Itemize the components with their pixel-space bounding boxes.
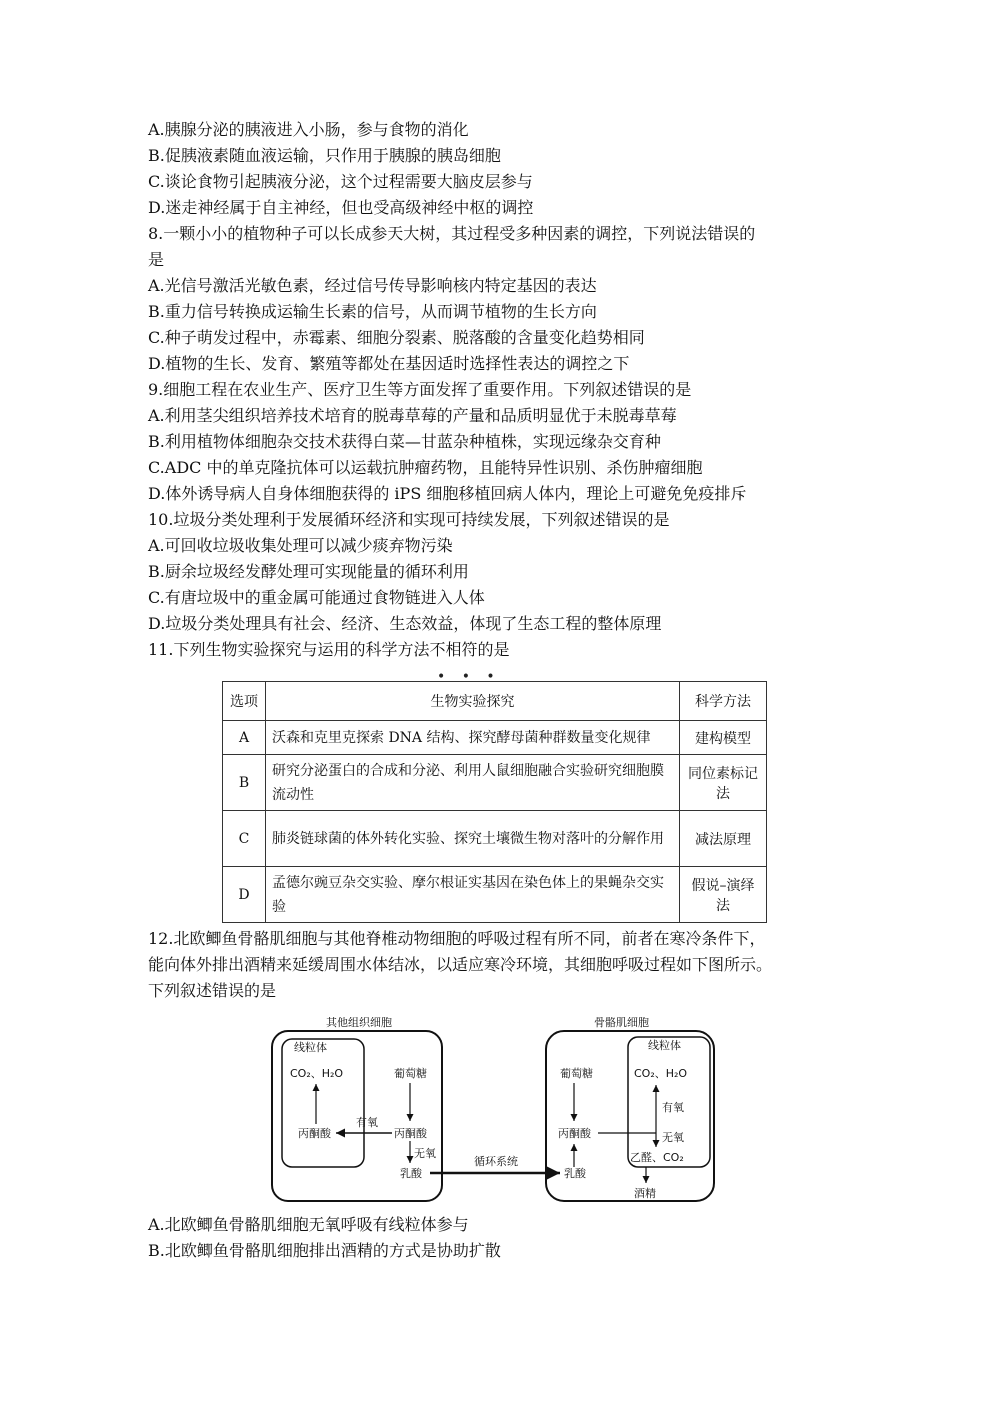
table-header-row — [223, 682, 767, 721]
text-line: C.ADC 中的单克隆抗体可以运载抗肿瘤药物，且能特异性识别、杀伤肿瘤细胞 — [148, 458, 703, 477]
row-option: B — [223, 755, 266, 811]
left-pyruvate: 丙酮酸 — [394, 1127, 427, 1140]
text-line: D.植物的生长、发育、繁殖等都处在基因适时选择性表达的调控之下 — [148, 354, 630, 373]
left-mito-box — [282, 1039, 364, 1167]
right-ethanal: 乙醛、CO₂ — [630, 1151, 684, 1164]
row-experiment: 孟德尔豌豆杂交实验、摩尔根证实基因在染色体上的果蝇杂交实验 — [266, 867, 680, 923]
left-aerobic: 有氧 — [356, 1116, 378, 1129]
right-glucose: 葡萄糖 — [560, 1067, 593, 1080]
text-line: A.可回收垃圾收集处理可以减少痰弃物污染 — [148, 536, 453, 555]
question-12-options — [148, 1212, 848, 1264]
right-co2: CO₂、H₂O — [634, 1067, 688, 1080]
text-line: B.北欧鲫鱼骨骼肌细胞排出酒精的方式是协助扩散 — [148, 1241, 501, 1260]
text-line: D.垃圾分类处理具有社会、经济、生态效益，体现了生态工程的整体原理 — [148, 614, 662, 633]
right-ethanol: 酒精 — [634, 1187, 656, 1200]
text-line: B.利用植物体细胞杂交技术获得白菜—甘蓝杂种植株，实现远缘杂交育种 — [148, 432, 661, 451]
respiration-diagram — [268, 1017, 720, 1207]
left-anaerobic: 无氧 — [414, 1147, 436, 1160]
emphasis-dots: • • • — [437, 669, 501, 685]
text-line: C.种子萌发过程中，赤霉素、细胞分裂素、脱落酸的含量变化趋势相同 — [148, 328, 645, 347]
right-anaerobic: 无氧 — [662, 1131, 684, 1144]
left-title: 其他组织细胞 — [326, 1017, 392, 1029]
header-method: 科学方法 — [680, 682, 767, 721]
text-line: B.促胰液素随血液运输，只作用于胰腺的胰岛细胞 — [148, 146, 501, 165]
question-12-text — [148, 926, 848, 1004]
question-12-stem: 能向体外排出酒精来延缓周围水体结冰，以适应寒冷环境，其细胞呼吸过程如下图所示。 — [148, 955, 773, 974]
table-row — [223, 867, 767, 923]
left-co2: CO₂、H₂O — [290, 1067, 344, 1080]
text-line: A.光信号激活光敏色素，经过信号传导影响核内特定基因的表达 — [148, 276, 597, 295]
text-line: A.利用茎尖组织培养技术培育的脱毒草莓的产量和品质明显优于未脱毒草莓 — [148, 406, 677, 425]
header-option: 选项 — [223, 682, 266, 721]
left-glucose: 葡萄糖 — [394, 1067, 427, 1080]
left-lactate: 乳酸 — [400, 1167, 422, 1180]
row-experiment: 肺炎链球菌的体外转化实验、探究土壤微生物对落叶的分解作用 — [266, 811, 680, 867]
row-method: 减法原理 — [680, 811, 767, 867]
text-line: B.重力信号转换成运输生长素的信号，从而调节植物的生长方向 — [148, 302, 597, 321]
row-experiment: 沃森和克里克探索 DNA 结构、探究酵母菌种群数量变化规律 — [266, 721, 680, 755]
row-method: 假说–演绎法 — [680, 867, 767, 923]
circulation-label: 循环系统 — [474, 1155, 518, 1168]
question-8-stem: 8.一颗小小的植物种子可以长成参天大树，其过程受多种因素的调控，下列说法错误的 — [148, 224, 756, 243]
row-method: 建构模型 — [680, 721, 767, 755]
question-text-top — [148, 117, 848, 663]
row-method: 同位素标记法 — [680, 755, 767, 811]
right-aerobic: 有氧 — [662, 1101, 684, 1114]
right-title: 骨骼肌细胞 — [594, 1017, 649, 1029]
question-11-stem: 11.下列生物实验探究与运用的科学方法不相符的是 — [148, 640, 510, 659]
question-11-table — [222, 681, 767, 923]
right-lactate: 乳酸 — [564, 1167, 586, 1180]
question-10-stem: 10.垃圾分类处理利于发展循环经济和实现可持续发展，下列叙述错误的是 — [148, 510, 670, 529]
text-line: A.北欧鲫鱼骨骼肌细胞无氧呼吸有线粒体参与 — [148, 1215, 469, 1234]
question-9-stem: 9.细胞工程在农业生产、医疗卫生等方面发挥了重要作用。下列叙述错误的是 — [148, 380, 692, 399]
text-line: C.谈论食物引起胰液分泌，这个过程需要大脑皮层参与 — [148, 172, 533, 191]
text-line: B.厨余垃圾经发酵处理可实现能量的循环利用 — [148, 562, 469, 581]
row-experiment: 研究分泌蛋白的合成和分泌、利用人鼠细胞融合实验研究细胞膜流动性 — [266, 755, 680, 811]
question-8-stem-cont: 是 — [148, 250, 165, 269]
left-pyruvate-mito: 丙酮酸 — [298, 1127, 331, 1140]
row-option: D — [223, 867, 266, 923]
row-option: C — [223, 811, 266, 867]
row-option: A — [223, 721, 266, 755]
table-row — [223, 755, 767, 811]
text-line: D.迷走神经属于自主神经，但也受高级神经中枢的调控 — [148, 198, 534, 217]
right-mito-label: 线粒体 — [648, 1039, 681, 1052]
text-line: D.体外诱导病人自身体细胞获得的 iPS 细胞移植回病人体内，理论上可避免免疫排斥 — [148, 484, 747, 503]
left-mito-label: 线粒体 — [294, 1041, 327, 1054]
question-12-stem: 下列叙述错误的是 — [148, 981, 277, 1000]
text-line: A.胰腺分泌的胰液进入小肠，参与食物的消化 — [148, 120, 469, 139]
table-row — [223, 811, 767, 867]
right-pyruvate: 丙酮酸 — [558, 1127, 591, 1140]
question-12-stem: 12.北欧鲫鱼骨骼肌细胞与其他脊椎动物细胞的呼吸过程有所不同，前者在寒冷条件下， — [148, 929, 766, 948]
table-row — [223, 721, 767, 755]
header-experiment: 生物实验探究 — [266, 682, 680, 721]
text-line: C.有唐垃圾中的重金属可能通过食物链进入人体 — [148, 588, 485, 607]
